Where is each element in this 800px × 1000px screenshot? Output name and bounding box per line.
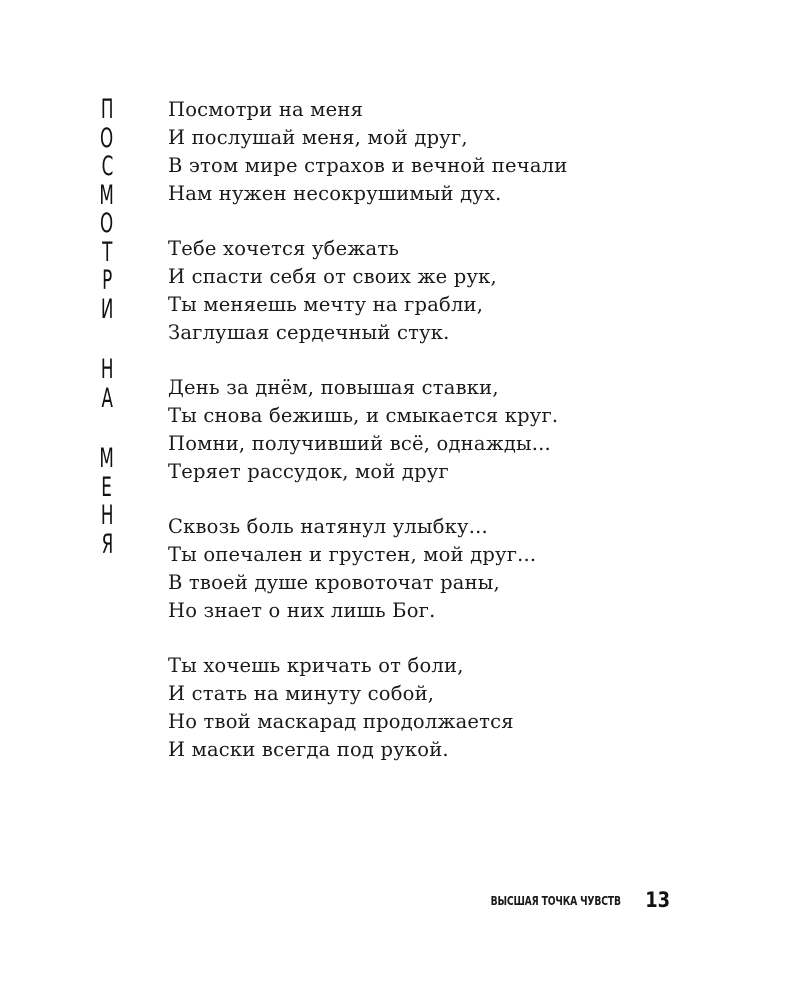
title-letter: М	[99, 443, 115, 474]
title-letter: М	[99, 179, 115, 211]
poem-line: В этом мире страхов и вечной печали	[168, 154, 568, 177]
title-letter: А	[101, 382, 113, 414]
page-number: 13	[644, 888, 670, 912]
poem-line: И послушай меня, мой друг,	[168, 126, 468, 149]
page-footer	[462, 888, 672, 912]
title-letter: Т	[101, 236, 113, 268]
poem-line: Помни, получивший всё, однажды...	[168, 432, 551, 455]
title-letter: О	[100, 208, 114, 239]
title-letter: П	[100, 94, 114, 125]
title-letter: Н	[100, 354, 114, 385]
poem-line: День за днём, повышая ставки,	[168, 376, 499, 399]
title-word	[95, 445, 118, 559]
stanza	[168, 235, 768, 347]
poem-line: Ты снова бежишь, и смыкается круг.	[168, 404, 559, 427]
poem-line: Но твой маскарад продолжается	[168, 710, 514, 733]
poem-line: Тебе хочется убежать	[168, 237, 400, 260]
poem-line: Нам нужен несокрушимый дух.	[168, 182, 502, 205]
poem-line: И маски всегда под рукой.	[168, 738, 449, 761]
book-title: ВЫСШАЯ ТОЧКА ЧУВСТВ	[490, 892, 621, 908]
poem-line: Ты меняешь мечту на грабли,	[168, 293, 484, 316]
stanza	[168, 374, 768, 486]
title-word	[97, 356, 117, 413]
title-letter: Н	[100, 500, 114, 531]
poem-line: Заглушая сердечный стук.	[168, 321, 450, 344]
stanza	[168, 652, 768, 764]
poem-body	[168, 96, 768, 791]
title-letter: Е	[101, 471, 113, 503]
title-letter: Я	[101, 528, 113, 560]
poem-line: Но знает о них лишь Бог.	[168, 599, 436, 622]
stanza	[168, 96, 768, 208]
title-letter: О	[100, 122, 114, 154]
stanza	[168, 513, 768, 625]
vertical-poem-title	[92, 96, 122, 559]
poem-line: Ты опечален и грустен, мой друг...	[168, 543, 537, 566]
poem-line: Сквозь боль натянул улыбку...	[168, 515, 488, 538]
poem-line: И спасти себя от своих же рук,	[168, 265, 497, 288]
poem-line: В твоей душе кровоточат раны,	[168, 571, 500, 594]
poem-line: Теряет рассудок, мой друг	[168, 460, 449, 483]
poem-line: Посмотри на меня	[168, 98, 364, 121]
poem-line: И стать на минуту собой,	[168, 682, 435, 705]
title-word	[95, 96, 118, 324]
poem-line: Ты хочешь кричать от боли,	[168, 654, 464, 677]
title-letter: Р	[101, 265, 113, 296]
title-letter: С	[101, 151, 113, 182]
title-letter: И	[100, 293, 114, 325]
